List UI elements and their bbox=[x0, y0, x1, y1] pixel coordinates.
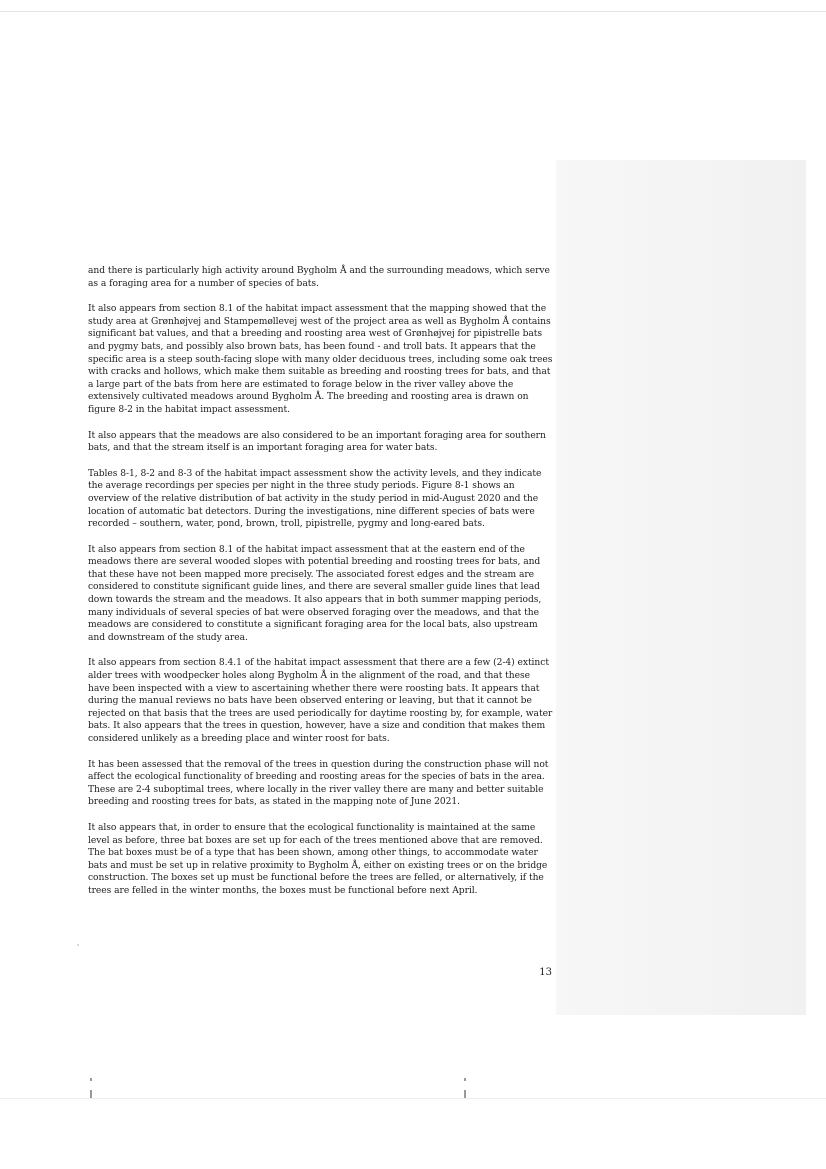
scan-binding-mark bbox=[464, 1078, 466, 1081]
paragraph-removal-assessment: It has been assessed that the removal of the trees in question during the construction phase will not affect the ecological functionality of breeding and roosting areas for the species of bats in the area. These are 2-4 suboptimal trees, where locally in the river valley there are many and better suitable breeding and roosting trees for bats, as stated in the mapping note of June 2021. bbox=[88, 759, 549, 808]
scan-binding-mark bbox=[90, 1090, 92, 1098]
paragraph-activity-tables: Tables 8-1, 8-2 and 8-3 of the habitat impact assessment show the activity levels, and they indicate the average recordings per species per night in the three study periods. Figure 8-1 shows an overview of the relative distribution of bat activity in the study period in mid-August 2020 and the location of automatic bat detectors. During the investigations, nine different species of bats were recorded – southern, water, pond, brown, troll, pipistrelle, pygmy and long-eared bats. bbox=[88, 468, 542, 530]
document-body bbox=[88, 265, 554, 911]
paragraph-section-8-1-mapping: It also appears from section 8.1 of the habitat impact assessment that the mapping showed that the study area at Grønhøjvej and Stampemøllevej west of the project area as well as Bygholm Å contains significant bat values, and that a breeding and roosting area west of Grønhøjvej for pipistrelle bats and pygmy bats, and possibly also brown bats, has been found - and troll bats. It appears that the specific area is a steep south-facing slope with many older deciduous trees, including some oak trees with cracks and hollows, which make them suitable as breeding and roosting trees for bats, and that a large part of the bats from here are estimated to forage below in the river valley above the extensively cultivated meadows around Bygholm Å. The breeding and roosting area is drawn on figure 8-2 in the habitat impact assessment. bbox=[88, 304, 553, 415]
scan-speck bbox=[77, 944, 79, 946]
paragraph-eastern-slopes: It also appears from section 8.1 of the habitat impact assessment that at the eastern end of the meadows there are several wooded slopes with potential breeding and roosting trees for bats, and that these have not been mapped more precisely. The associated forest edges and the stream are considered to constitute significant guide lines, and there are several smaller guide lines that lead down towards the stream and the meadows. It also appears that in both summer mapping periods, many individuals of several species of bat were observed foraging over the meadows, and that the meadows are considered to constitute a significant foraging area for the local bats, also upstream and downstream of the study area. bbox=[88, 544, 542, 643]
scan-bottom-edge bbox=[0, 1098, 826, 1099]
paragraph-meadows-foraging: It also appears that the meadows are also considered to be an important foraging area for southern bats, and that the stream itself is an important foraging area for water bats. bbox=[88, 430, 546, 454]
scan-shadow-region bbox=[556, 160, 806, 1015]
page-number: 13 bbox=[539, 967, 552, 978]
paragraph-bat-boxes: It also appears that, in order to ensure that the ecological functionality is maintained at the same level as before, three bat boxes are set up for each of the trees mentioned above that are removed. The bat boxes must be of a type that has been shown, among other things, to accommodate water bats and must be set up in relative proximity to Bygholm Å, either on existing trees or on the bridge construction. The boxes set up must be functional before the trees are felled, or alternatively, if the trees are felled in the winter months, the boxes must be functional before next April. bbox=[88, 822, 548, 896]
scan-binding-mark bbox=[464, 1090, 466, 1098]
paragraph-section-8-4-1-alder-trees: It also appears from section 8.4.1 of the habitat impact assessment that there are a few (2-4) extinct alder trees with woodpecker holes along Bygholm Å in the alignment of the road, and that these have been inspected with a view to ascertaining whether there were roosting bats. It appears that during the manual reviews no bats have been observed entering or leaving, but that it cannot be rejected on that basis that the trees are used periodically for daytime roosting by, for example, water bats. It also appears that the trees in question, however, have a size and condition that makes them considered unlikely as a breeding place and winter roost for bats. bbox=[88, 658, 553, 744]
scan-binding-mark bbox=[90, 1078, 92, 1081]
scan-top-edge bbox=[0, 11, 826, 12]
paragraph-foraging-area: and there is particularly high activity around Bygholm Å and the surrounding meadows, which serve as a foraging area for a number of species of bats. bbox=[88, 266, 550, 289]
